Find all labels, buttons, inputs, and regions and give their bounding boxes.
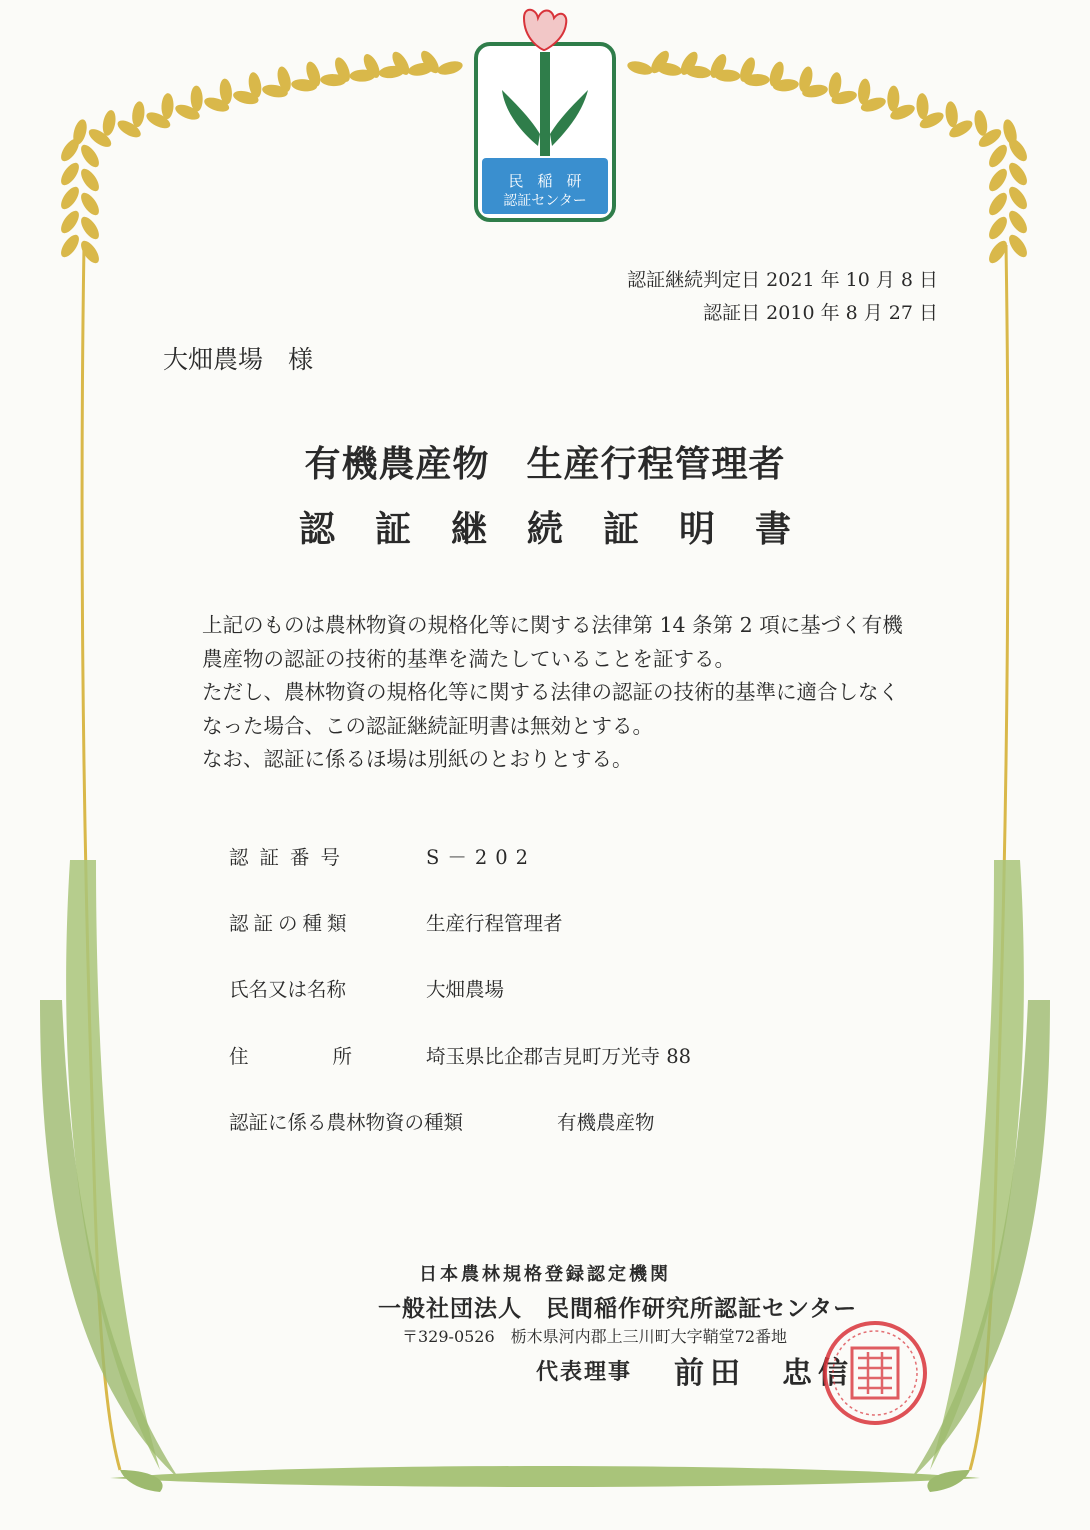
issuer-organization: 一般社団法人 民間稲作研究所認証センター — [378, 1295, 858, 1322]
rice-grain — [78, 214, 103, 242]
logo-text-top: 民稲研 — [508, 172, 596, 190]
certification-date: 認証日 2010 年 8 月 27 日 — [703, 302, 938, 324]
rice-grain — [161, 93, 174, 119]
rice-grain — [58, 232, 83, 260]
renewal-decision-date: 認証継続判定日 2021 年 10 月 8 日 — [627, 269, 938, 291]
rice-grain — [986, 190, 1011, 218]
rice-grain — [78, 190, 103, 218]
logo-text-bottom: 認証センター — [503, 193, 587, 209]
field-label-address: 住所 — [229, 1045, 437, 1068]
field-value-product-type: 有機農産物 — [557, 1111, 655, 1134]
bottom-leaf-curl-left — [120, 1470, 163, 1492]
rice-grain — [1006, 208, 1031, 236]
document-title-line1: 有機農産物 生産行程管理者 — [304, 443, 786, 485]
body-line: なった場合、この認証継続証明書は無効とする。 — [202, 713, 653, 738]
field-label-cert-type: 認証の種類 — [229, 912, 352, 935]
rice-grain — [986, 214, 1011, 242]
rice-grain — [58, 184, 83, 212]
rice-grain — [78, 142, 103, 170]
body-line: 上記のものは農林物資の規格化等に関する法律第 14 条第 2 項に基づく有機 — [202, 613, 903, 637]
rice-grain — [916, 93, 929, 119]
rice-grain — [436, 59, 464, 77]
rice-grain — [986, 166, 1011, 194]
rice-grain — [944, 101, 959, 128]
official-seal-icon — [820, 1318, 930, 1428]
document-title-line2: 認証継続証明書 — [298, 508, 831, 550]
rice-grain — [58, 160, 83, 188]
rice-grain — [101, 109, 118, 137]
recipient-name: 大畑農場 様 — [163, 345, 314, 374]
representative-title: 代表理事 — [536, 1359, 633, 1385]
certificate-body — [202, 609, 962, 777]
bottom-leaf-curl-right — [927, 1470, 970, 1492]
field-label-name: 氏名又は名称 — [229, 978, 347, 1001]
field-value-name: 大畑農場 — [426, 978, 505, 1001]
rice-grain — [78, 166, 103, 194]
representative-name: 前田 忠信 — [674, 1356, 854, 1391]
rice-grain — [78, 238, 103, 266]
bottom-leaf-band — [110, 1466, 980, 1487]
field-value-cert-type: 生産行程管理者 — [426, 912, 563, 935]
rice-grain — [1006, 232, 1031, 260]
field-label-cert-number: 認証番号 — [229, 846, 352, 869]
rice-grain — [986, 142, 1011, 170]
rice-grain — [972, 109, 989, 137]
body-line: なお、認証に係るほ場は別紙のとおりとする。 — [202, 747, 633, 771]
body-line: 農産物の認証の技術的基準を満たしていることを証する。 — [202, 646, 735, 671]
rice-grain — [626, 59, 654, 77]
field-value-cert-number: S－202 — [426, 846, 537, 869]
rice-grain — [1006, 184, 1031, 212]
field-label-product-type: 認証に係る農林物資の種類 — [229, 1111, 464, 1134]
rice-grain — [58, 208, 83, 236]
rice-grain — [131, 101, 146, 128]
certification-center-logo — [474, 6, 616, 224]
field-value-address: 埼玉県比企郡吉見町万光寺 88 — [426, 1045, 692, 1068]
issuer-address: 〒329-0526 栃木県河内郡上三川町大字鞘堂72番地 — [402, 1327, 788, 1346]
rice-grain — [1006, 160, 1031, 188]
body-line: ただし、農林物資の規格化等に関する法律の認証の技術的基準に適合しなく — [202, 680, 899, 704]
issuer-registration: 日本農林規格登録認定機関 — [419, 1264, 671, 1285]
